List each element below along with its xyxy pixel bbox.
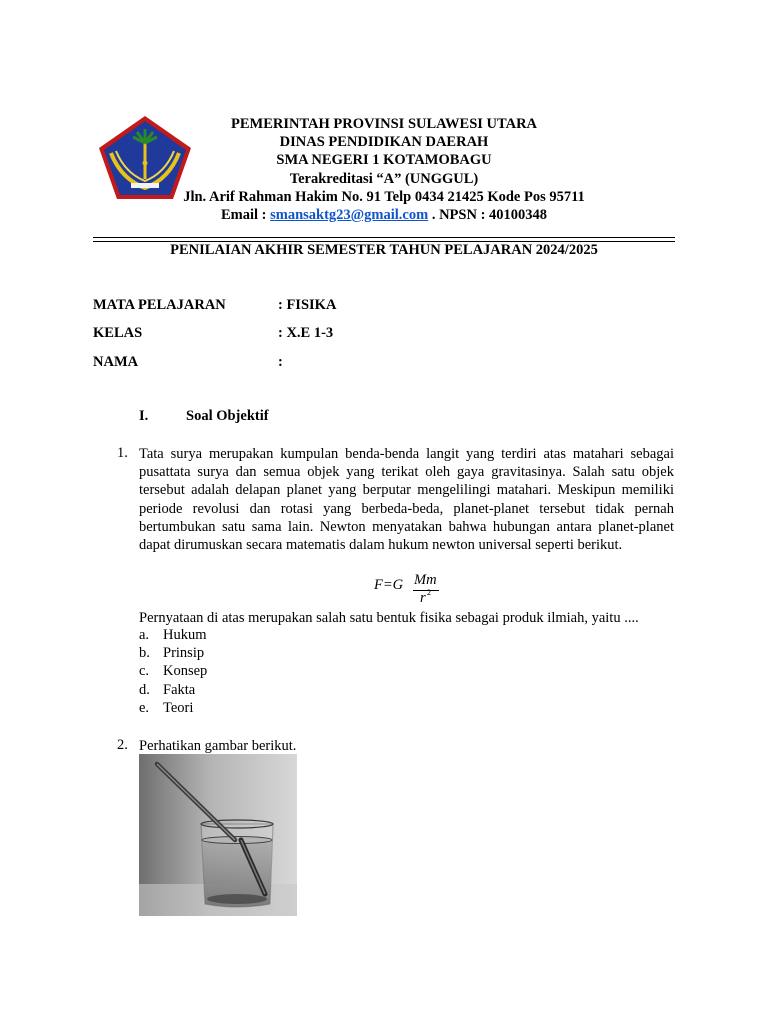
question-2-number: 2. <box>117 737 128 753</box>
option-letter: c. <box>139 663 150 679</box>
section-title: Soal Objektif <box>186 408 269 424</box>
header-contact-line <box>93 206 675 224</box>
question-1-prompt: Pernyataan di atas merupakan salah satu bentuk fisika sebagai produk ilmiah, yaitu .... <box>139 610 639 626</box>
option-letter: d. <box>139 682 150 698</box>
header-accreditation: Terakreditasi “A” (UNGGUL) <box>289 170 479 187</box>
info-label: KELAS <box>93 325 143 341</box>
formula-denominator: r <box>420 590 426 606</box>
question-1-number: 1. <box>117 445 128 461</box>
section-number: I. <box>139 408 149 424</box>
option-text: Hukum <box>163 627 207 643</box>
info-value: : X.E 1-3 <box>278 325 334 341</box>
option-text: Teori <box>163 700 194 716</box>
info-value: : FISIKA <box>278 297 337 313</box>
option-text: Prinsip <box>163 645 205 661</box>
header-agency: DINAS PENDIDIKAN DAERAH <box>279 134 489 151</box>
info-value: : <box>278 354 283 370</box>
header-divider-thick <box>93 237 675 238</box>
info-label: NAMA <box>93 354 139 370</box>
option-text: Konsep <box>163 663 208 679</box>
question-2-text: Perhatikan gambar berikut. <box>139 738 297 754</box>
email-link[interactable]: smansaktg23@gmail.com <box>270 207 429 224</box>
formula-exponent: 2 <box>427 588 431 597</box>
header-school-name: SMA NEGERI 1 KOTAMOBAGU <box>276 152 492 169</box>
gravitation-formula <box>374 573 444 609</box>
formula-numerator: Mm <box>414 572 437 588</box>
exam-title: PENILAIAN AKHIR SEMESTER TAHUN PELAJARAN 2024/2025 <box>170 242 598 258</box>
option-letter: e. <box>139 700 150 716</box>
option-letter: b. <box>139 645 150 661</box>
school-header <box>93 115 675 224</box>
option-letter: a. <box>139 627 150 643</box>
pencil-in-glass-photo <box>139 754 297 916</box>
info-label: MATA PELAJARAN <box>93 297 226 313</box>
formula-lhs: F=G <box>374 577 404 593</box>
option-text: Fakta <box>163 682 196 698</box>
email-label: Email : <box>220 207 271 224</box>
npsn-text: . NPSN : 40100348 <box>428 207 548 224</box>
fraction-bar <box>413 590 439 591</box>
header-address: Jln. Arif Rahman Hakim No. 91 Telp 0434 21425 Kode Pos 95711 <box>183 188 585 205</box>
question-1-text: Tata surya merupakan kumpulan benda-benda langit yang terdiri atas matahari sebagai pusattata surya dan semua objek yang terikat oleh gaya gravitasinya. Salah satu objek tersebut adalah delapan planet yang berputar mengelilingi matahari. Meskipun memiliki periode revolusi dan rotasi yang berbeda-beda, planet-planet tersebut tidak pernah bertumbukan satu sama lain. Newton menyatakan bahwa hubungan antara planet-planet dapat dirumuskan secara matematis dalam hukum newton universal seperti berikut. <box>139 446 674 554</box>
header-province: PEMERINTAH PROVINSI SULAWESI UTARA <box>230 116 538 132</box>
